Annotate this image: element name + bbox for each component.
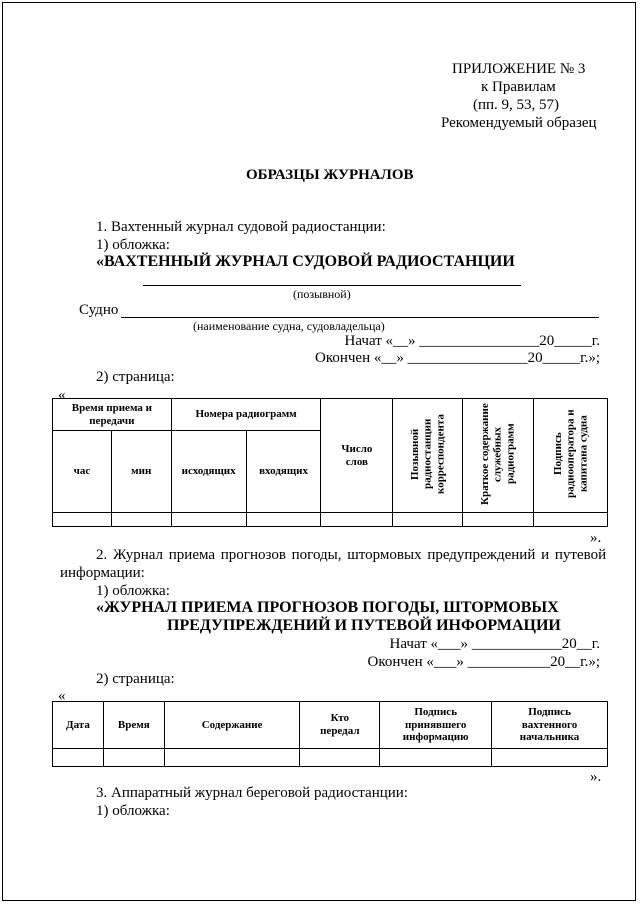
th-radiogram-numbers: Номера радиограмм bbox=[171, 399, 321, 431]
table-row bbox=[53, 749, 608, 767]
page-title: ОБРАЗЦЫ ЖУРНАЛОВ bbox=[246, 167, 414, 183]
callsign-caption: (позывной) bbox=[293, 287, 351, 301]
sec1-cover-title: «ВАХТЕННЫЙ ЖУРНАЛ СУДОВОЙ РАДИОСТАНЦИИ bbox=[96, 253, 515, 270]
th-signature: Подпись радиооператора и капитана судна bbox=[534, 399, 608, 513]
appendix-title: ПРИЛОЖЕНИЕ № 3 bbox=[452, 61, 586, 77]
sec2-cover-title-2: ПРЕДУПРЕЖДЕНИЙ И ПУТЕВОЙ ИНФОРМАЦИИ bbox=[167, 617, 561, 634]
th-callsign: Позывной радиостанции корреспондента bbox=[393, 399, 463, 513]
appendix-paragraphs: (пп. 9, 53, 57) bbox=[473, 97, 560, 113]
appendix-rules: к Правилам bbox=[481, 79, 556, 95]
table-row bbox=[53, 513, 608, 527]
th-summary: Краткое содержание служебных радиограмм bbox=[463, 399, 534, 513]
sec2-page-label: 2) страница: bbox=[96, 671, 175, 687]
th-sender: Кто передал bbox=[300, 702, 380, 749]
vessel-line bbox=[121, 317, 599, 318]
th-word-count: Число слов bbox=[321, 399, 393, 513]
appendix-sample-note: Рекомендуемый образец bbox=[441, 115, 597, 131]
radio-watch-table bbox=[52, 398, 608, 527]
sec1-title: 1. Вахтенный журнал судовой радиостанции: bbox=[96, 219, 386, 235]
vessel-label: Судно bbox=[79, 302, 119, 318]
th-date: Дата bbox=[53, 702, 104, 749]
sec1-cover-label: 1) обложка: bbox=[96, 237, 170, 253]
sec1-page-label: 2) страница: bbox=[96, 369, 175, 385]
th-receiver-signature: Подпись принявшего информацию bbox=[380, 702, 492, 749]
sec3-cover-label: 1) обложка: bbox=[96, 803, 170, 819]
sec1-started: Начат «__» ________________20_____г. bbox=[344, 333, 600, 349]
th-time-2: Время bbox=[103, 702, 164, 749]
sec2-cover-title-1: «ЖУРНАЛ ПРИЕМА ПРОГНОЗОВ ПОГОДЫ, ШТОРМОВЫХ bbox=[96, 599, 559, 616]
weather-info-table bbox=[52, 701, 608, 767]
sec3-title: 3. Аппаратный журнал береговой радиостанции: bbox=[96, 785, 408, 801]
th-hour: час bbox=[53, 431, 112, 513]
sec2-title-line1: 2. Журнал приема прогнозов погоды, штормовых предупреждений и путевой bbox=[96, 547, 607, 563]
sec2-cover-label: 1) обложка: bbox=[96, 583, 170, 599]
sec2-started: Начат «___» ____________20__г. bbox=[389, 636, 600, 652]
sec2-title-line2: информации: bbox=[60, 565, 145, 581]
sec2-close-quote: ». bbox=[590, 769, 602, 785]
sec1-open-quote: « bbox=[58, 387, 66, 403]
sec2-open-quote: « bbox=[58, 688, 66, 704]
callsign-line bbox=[143, 285, 521, 286]
th-outgoing: исходящих bbox=[171, 431, 246, 513]
th-min: мин bbox=[111, 431, 171, 513]
sec2-ended: Окончен «___» ___________20__г.»; bbox=[367, 654, 600, 670]
sec1-close-quote: ». bbox=[590, 530, 602, 546]
sec1-ended: Окончен «__» ________________20_____г.»; bbox=[315, 350, 600, 366]
th-content: Содержание bbox=[164, 702, 300, 749]
th-time: Время приема и передачи bbox=[53, 399, 172, 431]
vessel-caption: (наименование судна, судовладельца) bbox=[193, 319, 385, 333]
th-incoming: входящих bbox=[246, 431, 321, 513]
th-chief-signature: Подпись вахтенного начальника bbox=[492, 702, 608, 749]
